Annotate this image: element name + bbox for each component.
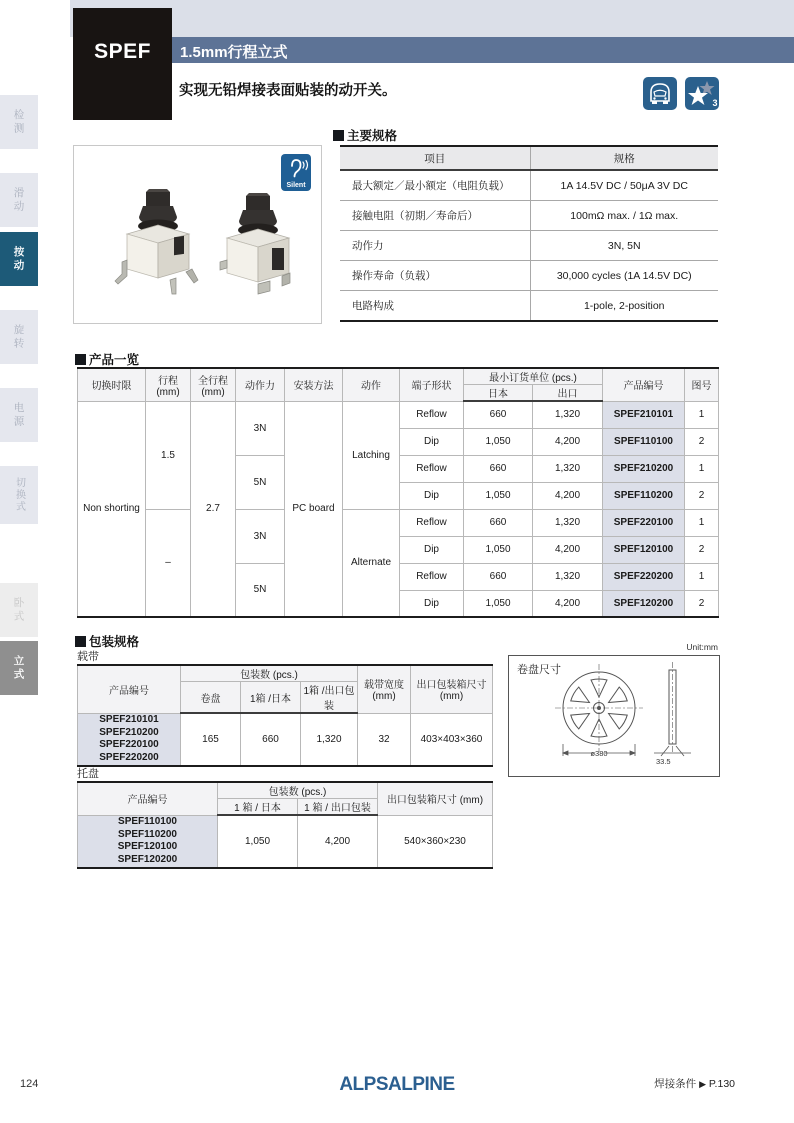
cell-export: 1,320 [533, 401, 603, 428]
col-box-japan: 1 箱 / 日本 [218, 799, 298, 816]
cell-tape-width: 32 [358, 713, 411, 766]
cell-part-no: SPEF210200 [603, 455, 685, 482]
table-row [340, 170, 718, 201]
col-tape-width: 载带宽度 (mm) [358, 665, 411, 713]
spec-item: 最大额定／最小额定（电阻负载） [340, 170, 530, 201]
cell-fig: 1 [685, 509, 719, 536]
table-row [340, 261, 718, 291]
model-name-box [73, 8, 172, 120]
cell-japan: 1,050 [464, 482, 533, 509]
col-box-export: 1 箱 / 出口包装 [298, 799, 378, 816]
part-code: SPEF210200 [99, 726, 159, 738]
series-title: 1.5mm行程立式 [180, 44, 288, 61]
cell-carton-size: 540×360×230 [378, 815, 493, 868]
specs-col-item: 项目 [340, 146, 530, 170]
cell-export: 1,320 [533, 509, 603, 536]
star-rating-badge [685, 77, 719, 110]
section-bullet [75, 354, 86, 365]
product-photo-switch-through-hole [112, 188, 204, 303]
model-name: SPEF [94, 40, 151, 63]
cell-action: Latching [343, 401, 400, 509]
cell-terminal: Reflow [400, 401, 464, 428]
cell-terminal: Reflow [400, 563, 464, 590]
cell-fig: 2 [685, 428, 719, 455]
ref-page: P.130 [708, 1078, 735, 1090]
cell-box-export: 4,200 [298, 815, 378, 868]
part-code: SPEF110100 [118, 816, 177, 828]
table-row [78, 401, 719, 428]
col-box-export: 1箱 /出口包装 [301, 682, 358, 714]
star-3-icon [685, 77, 719, 110]
part-code: SPEF110200 [118, 828, 177, 840]
cell-force: 3N [236, 401, 285, 455]
col-qty: 包装数 (pcs.) [181, 665, 358, 682]
silent-ear-icon [281, 154, 311, 191]
car-icon [643, 77, 677, 110]
col-switching: 切换时限 [78, 368, 146, 401]
col-min-order: 最小订货单位 (pcs.) [464, 368, 603, 385]
cell-japan: 660 [464, 455, 533, 482]
cell-japan: 660 [464, 563, 533, 590]
cell-export: 4,200 [533, 590, 603, 617]
cell-export: 1,320 [533, 455, 603, 482]
sidebar-item-push-active[interactable]: 按动 [0, 232, 38, 286]
col-part-no: 产品编号 [78, 665, 181, 713]
silent-badge [281, 154, 311, 191]
spec-value: 1-pole, 2-position [530, 291, 718, 322]
header-band [70, 0, 794, 37]
silent-label: Silent [286, 182, 306, 189]
cell-export: 4,200 [533, 428, 603, 455]
cell-japan: 1,050 [464, 590, 533, 617]
star-count: 3 [712, 98, 718, 108]
brand-logo: ALPSALPINE [339, 1074, 455, 1095]
section-bullet [333, 130, 344, 141]
col-carton: 出口包装箱尺寸 (mm) [411, 665, 493, 713]
cell-export: 4,200 [533, 536, 603, 563]
part-code: SPEF120200 [117, 853, 178, 865]
section-title-products [75, 350, 139, 368]
reel-title: 卷盘尺寸 [517, 664, 561, 676]
unit-note: Unit:mm [686, 642, 718, 652]
cell-reel-qty: 165 [181, 713, 241, 766]
cell-export: 1,320 [533, 563, 603, 590]
table-row [78, 815, 493, 868]
product-photo-switch-smd [212, 192, 304, 307]
cell-part-no: SPEF220100 [603, 509, 685, 536]
col-full-travel: 全行程 (mm) [191, 368, 236, 401]
tray-label: 托盘 [77, 768, 99, 780]
spec-item: 接触电阻（初期／寿命后） [340, 201, 530, 231]
cell-box-export: 1,320 [301, 713, 358, 766]
cell-export: 4,200 [533, 482, 603, 509]
cell-force: 5N [236, 563, 285, 617]
spec-item: 操作寿命（负载） [340, 261, 530, 291]
cell-travel: 1.5 [146, 401, 191, 509]
cell-fig: 1 [685, 563, 719, 590]
section-title-products-text: 产品一览 [89, 353, 140, 367]
col-reel: 卷盘 [181, 682, 241, 714]
sidebar-item-rotary[interactable]: 旋转 [0, 310, 38, 364]
cell-mounting: PC board [285, 401, 343, 617]
col-qty: 包装数 (pcs.) [218, 782, 378, 799]
sidebar-item-power[interactable]: 电源 [0, 388, 38, 442]
cell-action: Alternate [343, 509, 400, 617]
reel-width-label: 33.5 [656, 757, 671, 766]
sidebar-item-slide[interactable]: 滑动 [0, 173, 38, 227]
cell-terminal: Reflow [400, 455, 464, 482]
table-row [78, 713, 493, 766]
col-part-no: 产品编号 [78, 782, 218, 815]
col-travel: 行程 (mm) [146, 368, 191, 401]
soldering-conditions-ref[interactable] [560, 1076, 735, 1091]
cell-full-travel: 2.7 [191, 401, 236, 617]
col-japan: 日本 [464, 385, 533, 402]
section-title-packaging-text: 包装规格 [89, 635, 140, 649]
cell-fig: 1 [685, 401, 719, 428]
cell-force: 3N [236, 509, 285, 563]
spec-value: 100mΩ max. / 1Ω max. [530, 201, 718, 231]
specs-col-spec: 规格 [530, 146, 718, 170]
cell-japan: 660 [464, 509, 533, 536]
cell-part-no: SPEF220200 [603, 563, 685, 590]
table-row [78, 509, 719, 536]
cell-part-no: SPEF110200 [603, 482, 685, 509]
section-title-specs-text: 主要规格 [347, 129, 398, 143]
col-action: 动作 [343, 368, 400, 401]
col-box-japan: 1箱 /日本 [241, 682, 301, 714]
cell-japan: 660 [464, 401, 533, 428]
sidebar-item-vertical-active[interactable]: 立式 [0, 641, 38, 695]
cell-part-no: SPEF120100 [603, 536, 685, 563]
table-row [340, 231, 718, 261]
cell-travel: – [146, 509, 191, 617]
table-row [340, 291, 718, 322]
cell-terminal: Dip [400, 590, 464, 617]
page-number: 124 [20, 1078, 39, 1090]
product-photo-box [73, 145, 322, 324]
cell-fig: 2 [685, 482, 719, 509]
spec-item: 动作力 [340, 231, 530, 261]
spec-value: 3N, 5N [530, 231, 718, 261]
cell-fig: 2 [685, 536, 719, 563]
cell-japan: 1,050 [464, 536, 533, 563]
spec-value: 1A 14.5V DC / 50μA 3V DC [530, 170, 718, 201]
col-mounting: 安装方法 [285, 368, 343, 401]
carrier-tape-label: 载带 [77, 651, 99, 663]
products-table [77, 367, 719, 618]
part-code: SPEF120100 [117, 841, 178, 853]
cell-part-no: SPEF120200 [603, 590, 685, 617]
cell-terminal: Dip [400, 428, 464, 455]
reel-dimension-box [508, 655, 720, 777]
part-code: SPEF210101 [99, 714, 159, 726]
spec-item: 电路构成 [340, 291, 530, 322]
cell-force: 5N [236, 455, 285, 509]
sidebar-item-horizontal[interactable]: 卧式 [0, 583, 38, 637]
cell-fig: 2 [685, 590, 719, 617]
col-part-no: 产品编号 [603, 368, 685, 401]
cell-part-no: SPEF110100 [603, 428, 685, 455]
col-force: 动作力 [236, 368, 285, 401]
automotive-badge [643, 77, 677, 110]
part-code: SPEF220200 [99, 751, 159, 763]
cell-box-japan: 1,050 [218, 815, 298, 868]
cell-terminal: Dip [400, 482, 464, 509]
specs-table [340, 145, 718, 322]
cell-fig: 1 [685, 455, 719, 482]
col-carton: 出口包装箱尺寸 (mm) [378, 782, 493, 815]
cell-part-codes [78, 815, 218, 868]
cell-carton-size: 403×403×360 [411, 713, 493, 766]
col-export: 出口 [533, 385, 603, 402]
col-fig: 图号 [685, 368, 719, 401]
page-subtitle: 实现无铅焊接表面贴装的动开关。 [179, 83, 397, 99]
cell-part-no: SPEF210101 [603, 401, 685, 428]
section-title-specs [333, 126, 397, 144]
cell-part-codes [78, 713, 181, 766]
part-code: SPEF220100 [99, 739, 159, 751]
cell-switching: Non shorting [78, 401, 146, 617]
spec-value: 30,000 cycles (1A 14.5V DC) [530, 261, 718, 291]
section-bullet [75, 636, 86, 647]
cell-terminal: Dip [400, 536, 464, 563]
carrier-tape-table [77, 664, 493, 767]
cell-box-japan: 660 [241, 713, 301, 766]
sidebar-item-toggle[interactable]: 切换式 [0, 466, 38, 524]
cell-japan: 1,050 [464, 428, 533, 455]
cell-terminal: Reflow [400, 509, 464, 536]
col-terminal: 端子形状 [400, 368, 464, 401]
arrow-right-icon: ▶ [699, 1079, 706, 1089]
sidebar-item-detect[interactable]: 检测 [0, 95, 38, 149]
table-row [340, 201, 718, 231]
ref-label: 焊接条件 [654, 1078, 697, 1090]
reel-diameter-label: ø380 [590, 749, 608, 758]
tray-table [77, 781, 493, 869]
